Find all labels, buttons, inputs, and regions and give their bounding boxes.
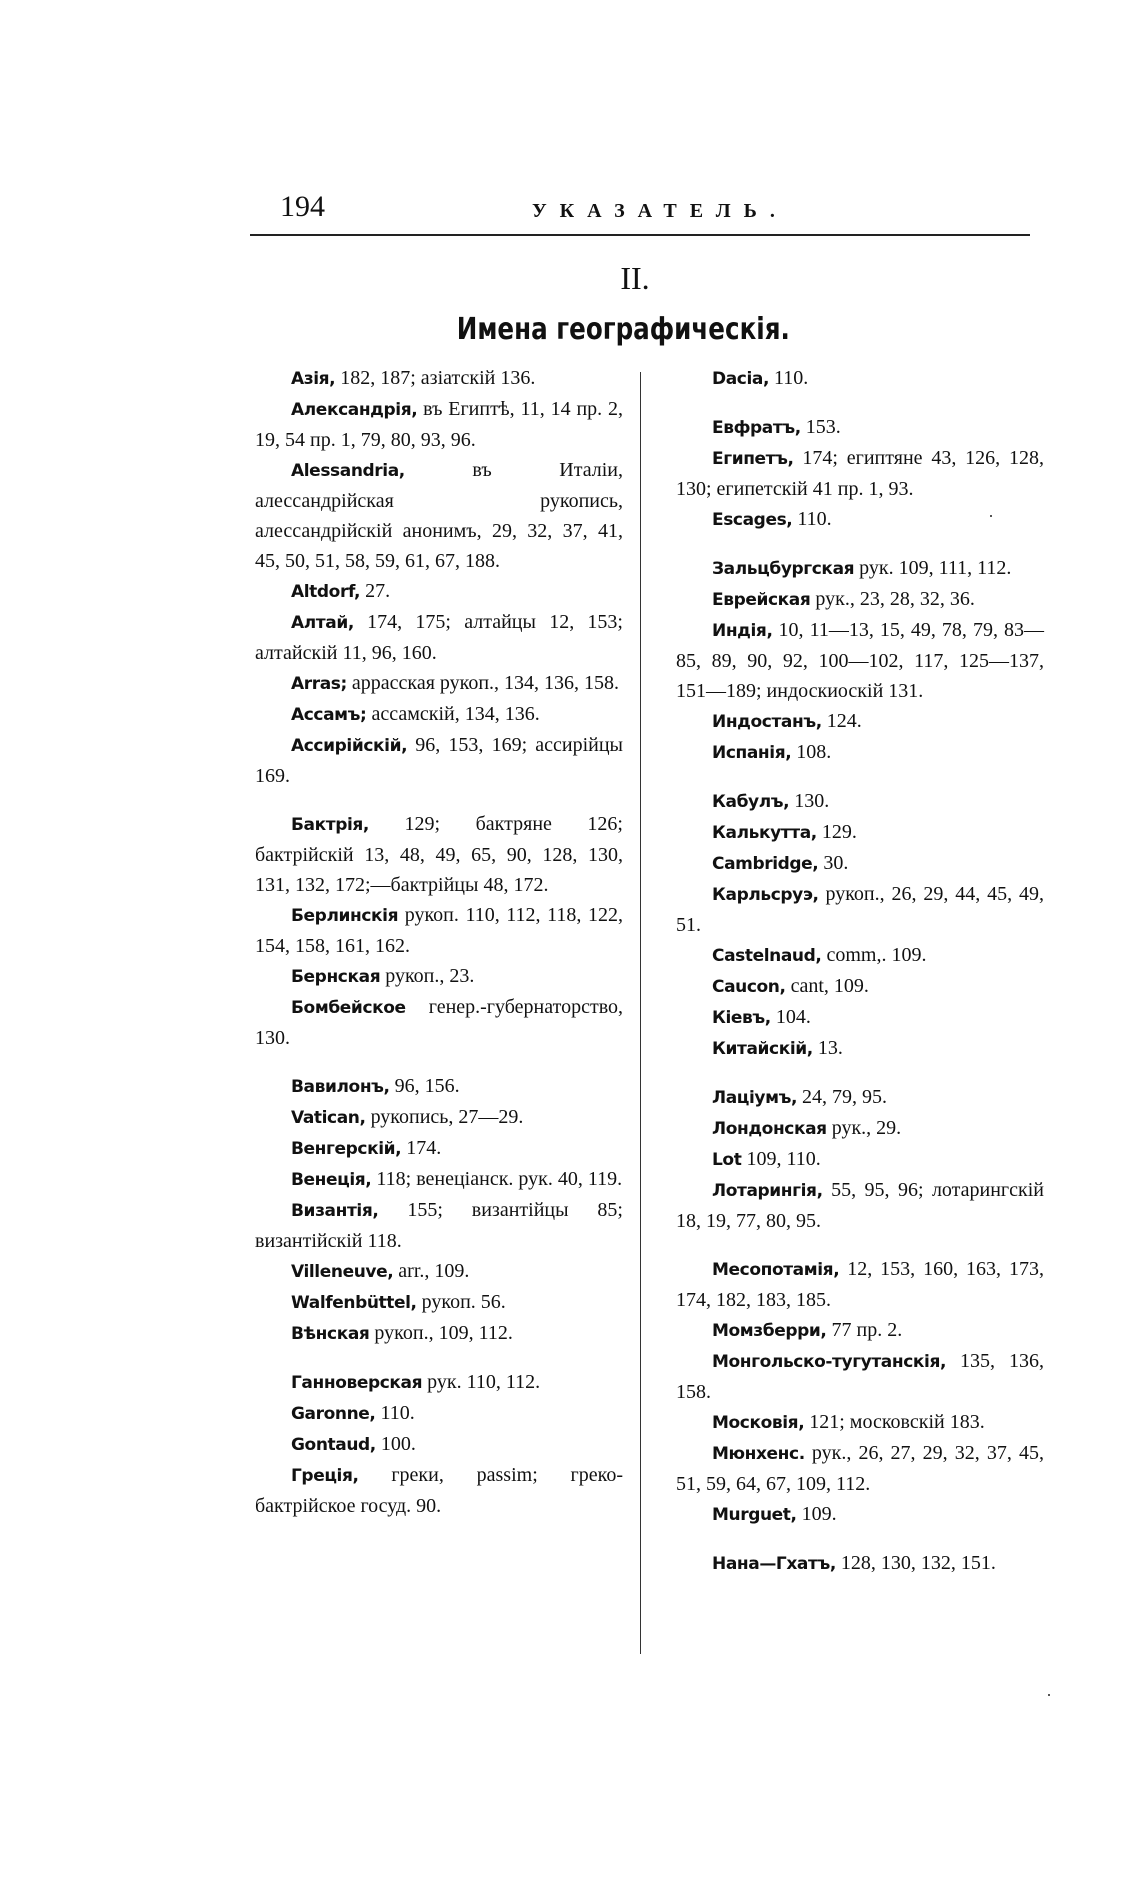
index-term: Cambridge, bbox=[712, 854, 819, 874]
index-entry bbox=[255, 1367, 623, 1398]
index-entry bbox=[676, 879, 1044, 940]
index-references: 30. bbox=[818, 852, 849, 874]
index-entry bbox=[255, 1195, 623, 1256]
index-references: 96, 153, 169; ассирійцы 169. bbox=[255, 734, 623, 787]
section-number: II. bbox=[620, 260, 650, 296]
index-references: 109, 110. bbox=[741, 1148, 821, 1170]
print-speck bbox=[1048, 1694, 1050, 1696]
index-term: Калькутта, bbox=[712, 823, 817, 843]
index-entry bbox=[676, 1002, 1044, 1033]
index-term: Бактрія, bbox=[291, 815, 369, 835]
index-term: Венгерскій, bbox=[291, 1139, 402, 1159]
index-references: 118; венеціанск. рук. 40, 119. bbox=[371, 1168, 623, 1190]
index-term: Vatican, bbox=[291, 1108, 366, 1128]
index-term: Altdorf, bbox=[291, 582, 361, 602]
index-term: Московія, bbox=[712, 1413, 805, 1433]
index-entry bbox=[676, 817, 1044, 848]
index-term: Александрія, bbox=[291, 400, 418, 420]
index-term: Индія, bbox=[712, 621, 773, 641]
index-term: Мюнхенс. bbox=[712, 1444, 805, 1464]
index-references: 174; египтяне 43, 126, 128, 130; египетскій 41 пр. 1, 93. bbox=[676, 447, 1044, 500]
index-references: comm,. 109. bbox=[821, 944, 927, 966]
index-term: Византія, bbox=[291, 1201, 379, 1221]
index-references: 153. bbox=[800, 416, 841, 438]
index-entry bbox=[255, 1164, 623, 1195]
index-references: 12, 153, 160, 163, 173, 174, 182, 183, 185. bbox=[676, 1258, 1044, 1311]
index-references: рук. 109, 111, 112. bbox=[854, 557, 1012, 579]
index-references: 129. bbox=[816, 821, 857, 843]
index-references: 174, 175; алтайцы 12, 153; алтайскій 11, 96, 160. bbox=[255, 611, 623, 664]
index-entry bbox=[676, 1438, 1044, 1499]
index-references: рук., 26, 27, 29, 32, 37, 45, 51, 59, 64, 67, 109, 112. bbox=[676, 1442, 1044, 1495]
index-entry bbox=[255, 607, 623, 668]
index-references: 121; московскій 183. bbox=[804, 1411, 985, 1433]
index-entry bbox=[676, 1315, 1044, 1346]
index-entry bbox=[255, 1256, 623, 1287]
index-references: arr., 109. bbox=[393, 1260, 470, 1282]
index-entry bbox=[255, 1133, 623, 1164]
index-term: Алтай, bbox=[291, 613, 354, 633]
index-term: Villeneuve, bbox=[291, 1262, 394, 1282]
index-references: 129; бактряне 126; бактрійскій 13, 48, 49, 65, 90, 128, 130, 131, 132, 172;—бактрійцы 48, 172. bbox=[255, 813, 623, 896]
index-term: Лондонская bbox=[712, 1119, 827, 1139]
page-number: 194 bbox=[280, 190, 325, 223]
index-entry bbox=[676, 443, 1044, 504]
index-references: рук. 110, 112. bbox=[422, 1371, 541, 1393]
index-references: cant, 109. bbox=[785, 975, 869, 997]
index-entry bbox=[676, 706, 1044, 737]
header-rule bbox=[250, 234, 1030, 236]
index-references: 110. bbox=[792, 508, 832, 530]
index-term: Индостанъ, bbox=[712, 712, 822, 732]
index-references: рук., 23, 28, 32, 36. bbox=[810, 588, 975, 610]
index-term: Кіевъ, bbox=[712, 1008, 771, 1028]
index-term: Египетъ, bbox=[712, 449, 794, 469]
index-column-left bbox=[255, 363, 623, 1521]
index-column-right bbox=[676, 363, 1044, 1579]
index-entry bbox=[255, 900, 623, 961]
index-references: 155; византійцы 85; византійскій 118. bbox=[255, 1199, 623, 1252]
index-references: рукоп., 109, 112. bbox=[369, 1322, 513, 1344]
index-entry bbox=[676, 786, 1044, 817]
index-references: аррасская рукоп., 134, 136, 158. bbox=[346, 672, 620, 694]
index-entry bbox=[255, 363, 623, 394]
index-entry bbox=[676, 363, 1044, 394]
index-references: рукоп., 23. bbox=[380, 965, 475, 987]
index-entry bbox=[255, 1398, 623, 1429]
index-references: 13. bbox=[812, 1037, 843, 1059]
index-term: Месопотамія, bbox=[712, 1260, 840, 1280]
index-term: Еврейская bbox=[712, 590, 811, 610]
index-references: 96, 156. bbox=[389, 1075, 460, 1097]
index-references: 104. bbox=[770, 1006, 811, 1028]
index-term: Ассамъ; bbox=[291, 705, 367, 725]
index-references: 124. bbox=[821, 710, 862, 732]
index-term: Garonne, bbox=[291, 1404, 376, 1424]
index-term: Лаціумъ, bbox=[712, 1088, 798, 1108]
index-references: рукоп. 110, 112, 118, 122, 154, 158, 161, 162. bbox=[255, 904, 623, 957]
index-entry bbox=[255, 809, 623, 900]
index-entry bbox=[255, 576, 623, 607]
index-references: 55, 95, 96; лотарингскій 18, 19, 77, 80, 95. bbox=[676, 1179, 1044, 1232]
index-term: Castelnaud, bbox=[712, 946, 822, 966]
index-entry bbox=[255, 1429, 623, 1460]
index-references: 108. bbox=[791, 741, 832, 763]
section-title: Имена географическія. bbox=[456, 312, 790, 347]
index-entry bbox=[255, 1071, 623, 1102]
index-references: 100. bbox=[375, 1433, 416, 1455]
index-references: 128, 130, 132, 151. bbox=[835, 1552, 996, 1574]
index-references: рукопись, 27—29. bbox=[365, 1106, 524, 1128]
index-entry bbox=[676, 1175, 1044, 1236]
index-term: Вѣнская bbox=[291, 1324, 370, 1344]
index-term: Азія, bbox=[291, 369, 336, 389]
index-term: Dacia, bbox=[712, 369, 770, 389]
index-entry bbox=[255, 1102, 623, 1133]
index-references: 10, 11—13, 15, 49, 78, 79, 83—85, 89, 90, 92, 100—102, 117, 125—137, 151—189; индоскиоскій 131. bbox=[676, 619, 1044, 702]
index-term: Escages, bbox=[712, 510, 793, 530]
index-term: Вавилонъ, bbox=[291, 1077, 390, 1097]
index-term: Зальцбургская bbox=[712, 559, 855, 579]
index-term: Берлинскія bbox=[291, 906, 399, 926]
index-entry bbox=[255, 961, 623, 992]
column-divider bbox=[640, 372, 641, 1654]
index-term: Arras; bbox=[291, 674, 347, 694]
index-term: Нана—Гхатъ, bbox=[712, 1554, 836, 1574]
index-entry bbox=[676, 553, 1044, 584]
index-entry bbox=[255, 1318, 623, 1349]
index-term: Монгольско-тугутанскія, bbox=[712, 1352, 947, 1372]
index-entry bbox=[676, 1499, 1044, 1530]
index-references: 135, 136, 158. bbox=[676, 1350, 1044, 1403]
index-term: Момзберри, bbox=[712, 1321, 827, 1341]
index-entry bbox=[676, 1346, 1044, 1407]
index-term: Gontaud, bbox=[291, 1435, 376, 1455]
index-references: 110. bbox=[375, 1402, 415, 1424]
index-references: 130. bbox=[789, 790, 830, 812]
index-term: Ганноверская bbox=[291, 1373, 423, 1393]
page-header bbox=[250, 190, 1030, 234]
index-entry bbox=[676, 1082, 1044, 1113]
index-entry bbox=[676, 1113, 1044, 1144]
index-references: греки, passim; греко-бактрійское госуд. 90. bbox=[255, 1464, 623, 1517]
index-term: Lot bbox=[712, 1150, 742, 1170]
index-references: 109. bbox=[796, 1503, 837, 1525]
index-entry bbox=[255, 455, 623, 576]
index-term: Ассирійскій, bbox=[291, 736, 408, 756]
index-entry bbox=[676, 940, 1044, 971]
index-entry bbox=[255, 668, 623, 699]
index-term: Бомбейское bbox=[291, 998, 406, 1018]
index-entry bbox=[676, 1407, 1044, 1438]
index-entry bbox=[676, 1548, 1044, 1579]
index-entry bbox=[676, 504, 1044, 535]
index-entry bbox=[676, 1254, 1044, 1315]
index-entry bbox=[676, 848, 1044, 879]
index-entry bbox=[676, 615, 1044, 706]
index-entry bbox=[676, 1033, 1044, 1064]
index-references: ассамскій, 134, 136. bbox=[366, 703, 540, 725]
index-references: рукоп. 56. bbox=[416, 1291, 506, 1313]
index-term: Испанія, bbox=[712, 743, 792, 763]
index-term: Карльсруэ, bbox=[712, 885, 819, 905]
index-entry bbox=[255, 1287, 623, 1318]
index-references: генер.-губернаторство, 130. bbox=[255, 996, 623, 1049]
index-term: Бернская bbox=[291, 967, 381, 987]
index-entry bbox=[255, 730, 623, 791]
running-title: УКАЗАТЕЛЬ. bbox=[532, 200, 788, 222]
index-references: 110. bbox=[769, 367, 809, 389]
index-entry bbox=[255, 699, 623, 730]
index-entry bbox=[676, 1144, 1044, 1175]
index-term: Греція, bbox=[291, 1466, 359, 1486]
index-entry bbox=[676, 412, 1044, 443]
index-term: Walfenbüttel, bbox=[291, 1293, 417, 1313]
index-term: Кабулъ, bbox=[712, 792, 790, 812]
index-references: 182, 187; азіатскій 136. bbox=[335, 367, 536, 389]
index-references: 174. bbox=[401, 1137, 442, 1159]
index-term: Венеція, bbox=[291, 1170, 372, 1190]
index-term: Китайскій, bbox=[712, 1039, 813, 1059]
index-term: Caucon, bbox=[712, 977, 786, 997]
print-speck bbox=[990, 515, 992, 517]
index-entry bbox=[255, 1460, 623, 1521]
index-term: Alessandria, bbox=[291, 461, 405, 481]
index-entry bbox=[676, 584, 1044, 615]
index-references: въ Египтѣ, 11, 14 пр. 2, 19, 54 пр. 1, 79, 80, 93, 96. bbox=[255, 398, 623, 451]
index-references: 77 пр. 2. bbox=[826, 1319, 903, 1341]
index-entry bbox=[676, 737, 1044, 768]
index-references: 24, 79, 95. bbox=[797, 1086, 888, 1108]
index-entry bbox=[255, 394, 623, 455]
index-term: Murguet, bbox=[712, 1505, 797, 1525]
index-entry bbox=[676, 971, 1044, 1002]
index-references: рукоп., 26, 29, 44, 45, 49, 51. bbox=[676, 883, 1044, 936]
index-references: 27. bbox=[360, 580, 391, 602]
index-term: Лотарингія, bbox=[712, 1181, 823, 1201]
index-entry bbox=[255, 992, 623, 1053]
index-term: Евфратъ, bbox=[712, 418, 801, 438]
index-references: въ Италіи, алессандрійская рукопись, алессандрійскій анонимъ, 29, 32, 37, 41, 45, 50, 51, 58, 59, 61, 67, 188. bbox=[255, 459, 623, 572]
index-references: рук., 29. bbox=[826, 1117, 902, 1139]
